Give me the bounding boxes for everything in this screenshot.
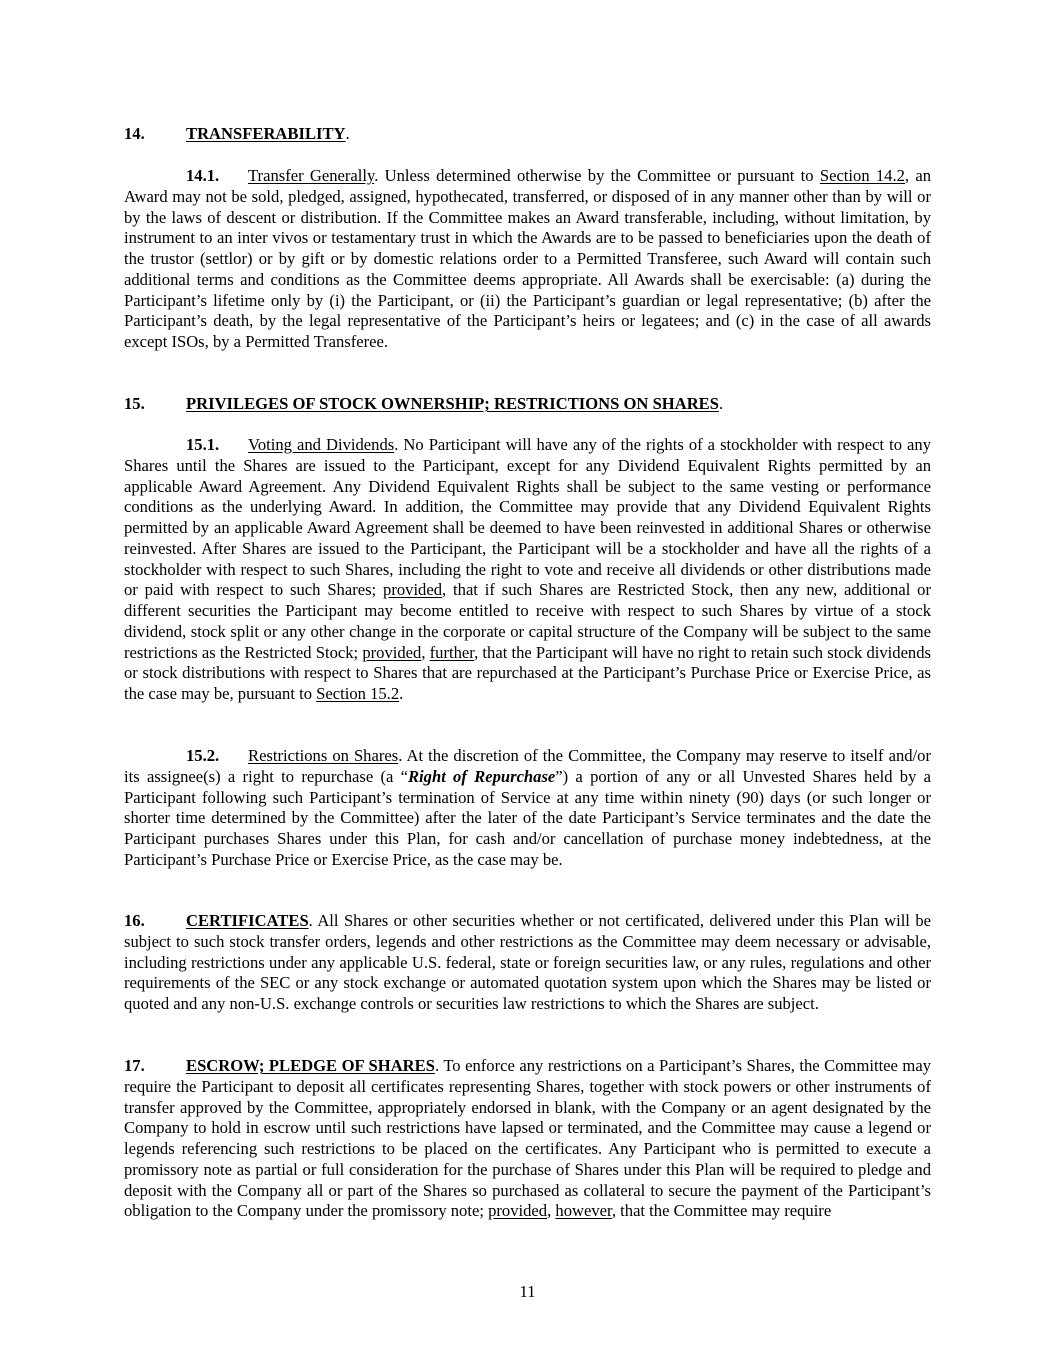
paragraph-text: . To enforce any restrictions on a Participant’s Shares, the Committee may require the Participant to deposit all certificates representing Shares, together with stock powers or other instruments of transfer approved by the Committee, appropriately endorsed in blank, with the Company or an agent designated by the Company to hold in escrow until such restrictions have lapsed or terminated, and the Committee may cause a legend or legends referencing such restrictions to be placed on the certificates. Any Participant who is permitted to execute a promissory note as partial or full consideration for the purchase of Shares under this Plan will be required to pledge and deposit with the Company all or part of the Shares so purchased as collateral to secure the payment of the Participant’s obligation to the Company under the promissory note; <box>124 1056 931 1221</box>
subsection-number: 15.2. <box>186 746 220 765</box>
subsection-heading: Restrictions on Shares <box>248 746 399 765</box>
section-15-2-paragraph <box>124 746 931 871</box>
paragraph-text: , that if such Shares are Restricted Stock, then any new, additional or different securities the Participant may become entitled to receive with respect to such Shares by virtue of a stock dividend, stock split or any other change in the corporate or capital structure of the Company will be subject to the same restrictions as the Restricted Stock; <box>124 580 931 662</box>
subsection-heading: Voting and Dividends <box>248 435 395 454</box>
paragraph-text: No Participant will have any of the rights of a stockholder with respect to any Shares until the Shares are issued to the Participant, except for any Dividend Equivalent Rights permitted by an applicable Award Agreement. Any Dividend Equivalent Rights shall be subject to the same vesting or performance conditions as the underlying Award. In addition, the Committee may provide that any Dividend Equivalent Rights permitted by an applicable Award Agreement shall be deemed to have been reinvested in additional Shares or otherwise reinvested. After Shares are issued to the Participant, the Participant will be a stockholder and have all the rights of a stockholder with respect to such Shares, including the right to vote and receive all dividends or other distributions made or paid with respect to such Shares; <box>124 435 931 600</box>
section-number: 16. <box>124 911 145 930</box>
section-number: 17. <box>124 1056 145 1075</box>
section-17-paragraph <box>124 1056 931 1222</box>
paragraph-text: , an Award may not be sold, pledged, assigned, hypothecated, transferred, or disposed of in any manner other than by will or by the laws of descent or distribution. If the Committee makes an Award transferable, including, without limitation, by instrument to an inter vivos or testamentary trust in which the Awards are to be passed to beneficiaries upon the death of the trustor (settlor) or by gift or by domestic relations order to a Permitted Transferee, such Award will contain such additional terms and conditions as the Committee deems appropriate. All Awards shall be exercisable: (a) during the Participant’s lifetime only by (i) the Participant, or (ii) the Participant’s guardian or legal representative; (b) after the Participant’s death, by the legal representative of the Participant’s heirs or legatees; and (c) in the case of all awards except ISOs, by a Permitted Transferee. <box>124 166 931 351</box>
paragraph-end: . <box>399 684 404 703</box>
provided-term: provided <box>362 642 422 662</box>
section-15-heading <box>124 394 931 415</box>
section-14-1-paragraph <box>124 166 931 353</box>
section-title: TRANSFERABILITY <box>186 124 346 143</box>
comma: , <box>421 642 430 662</box>
section-14-2-reference: Section 14.2 <box>819 166 905 185</box>
paragraph-text: . All Shares or other securities whether or not certificated, delivered under this Plan will be subject to such stock transfer orders, legends and other restrictions as the Committee may deem necessary or advisable, including restrictions under any applicable U.S. federal, state or foreign securities law, or any rules, regulations and other requirements of the SEC or any stock exchange or automated quotation system upon which the Shares may be listed or quoted and any non-U.S. exchange controls or securities law restrictions to which the Shares are subject. <box>124 911 931 1013</box>
provided-term: provided <box>488 1201 548 1221</box>
section-title-end: . <box>345 124 350 143</box>
paragraph-text: ”) a portion of any or all Unvested Shares held by a Participant following such Participant’s termination of Service at any time within ninety (90) days (or such longer or shorter time determined by the Committee) after the later of the date Participant’s Service terminates and the date the Participant purchases Shares under this Plan, for cash and/or cancellation of purchase money indebtedness, at the Participant’s Purchase Price or Exercise Price, as the case may be. <box>124 766 931 869</box>
provided-term: provided <box>383 580 443 600</box>
paragraph-text: Unless determined otherwise by the Committee or pursuant to <box>378 166 820 185</box>
heading-end: . <box>374 166 379 185</box>
subsection-number: 15.1. <box>186 435 220 454</box>
paragraph-text: At the discretion of the Committee, the Company may reserve to itself and/or its assignee(s) a right to repurchase (a “ <box>124 746 931 786</box>
defined-term: Right of Repurchase <box>407 766 556 786</box>
section-title-end: . <box>718 394 724 413</box>
section-15-2-reference: Section 15.2 <box>316 684 400 703</box>
heading-end: . <box>394 435 399 454</box>
section-title: PRIVILEGES OF STOCK OWNERSHIP; RESTRICTIONS ON SHARES <box>186 394 719 413</box>
comma: , <box>547 1201 556 1221</box>
subsection-heading: Transfer Generally <box>248 166 375 185</box>
section-14-heading <box>124 124 931 145</box>
further-term: further <box>429 642 475 662</box>
page-number: 11 <box>519 1282 536 1301</box>
section-title: ESCROW; PLEDGE OF SHARES <box>186 1056 435 1075</box>
section-15-1-paragraph <box>124 435 931 705</box>
paragraph-text: , that the Participant will have no right to retain such stock dividends or stock distributions with respect to Shares that are repurchased at the Participant’s Purchase Price or Exercise Price, as the case may be, pursuant to <box>124 642 931 703</box>
subsection-number: 14.1. <box>186 166 220 185</box>
heading-end: . <box>398 746 403 765</box>
paragraph-text: , that the Committee may require <box>611 1201 832 1221</box>
section-16-paragraph <box>124 911 931 1015</box>
section-title: CERTIFICATES <box>186 911 309 930</box>
section-number: 15. <box>124 394 145 413</box>
section-number: 14. <box>124 124 145 143</box>
however-term: however <box>555 1201 612 1221</box>
